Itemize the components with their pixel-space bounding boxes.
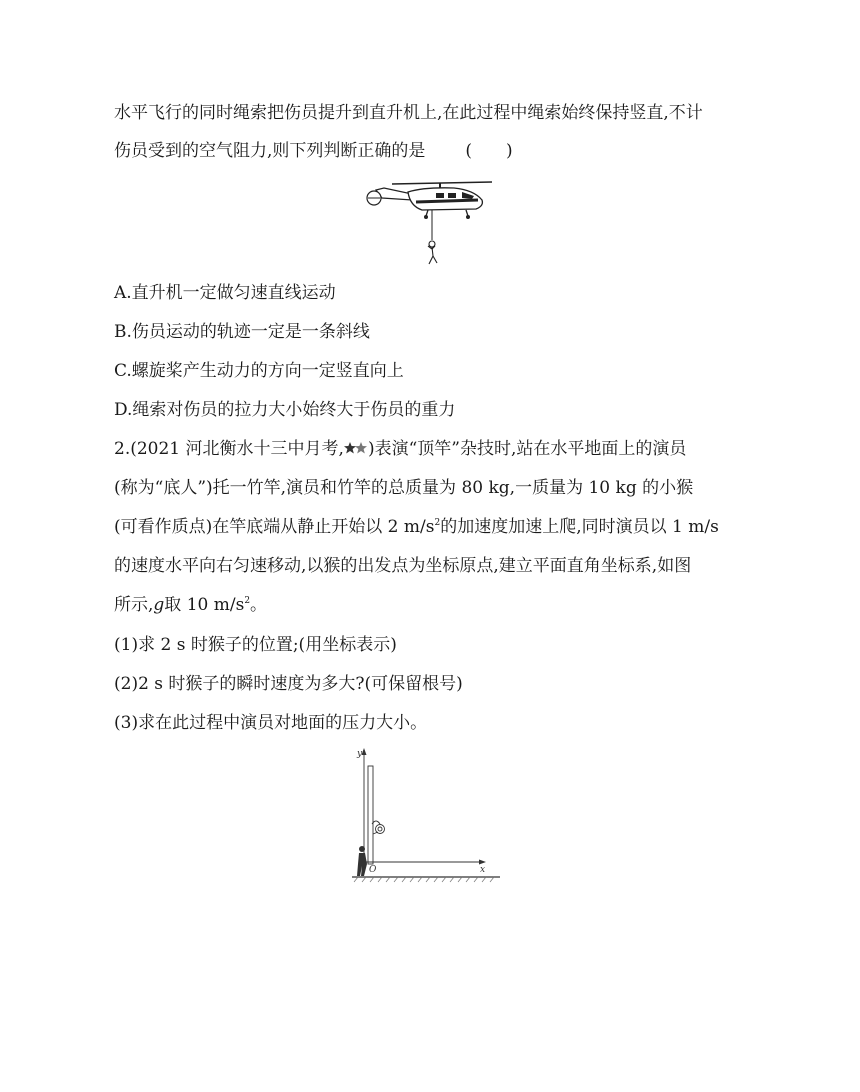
option-b: B.伤员运动的轨迹一定是一条斜线 bbox=[114, 322, 370, 342]
q2-line-2: (称为“底人”)托一竹竿,演员和竹竿的总质量为 80 kg,一质量为 10 kg 的小猴 bbox=[114, 478, 694, 498]
y-axis-label: y bbox=[357, 749, 363, 759]
q2-line-4: 的速度水平向右匀速移动,以猴的出发点为坐标原点,建立平面直角坐标系,如图 bbox=[114, 556, 692, 576]
ground-hatching bbox=[354, 877, 494, 882]
option-a: A.直升机一定做匀速直线运动 bbox=[114, 283, 336, 303]
q1-stem-end: 伤员受到的空气阻力,则下列判断正确的是 bbox=[114, 141, 426, 161]
q2-stem-1: )表演“顶竿”杂技时,站在水平地面上的演员 bbox=[367, 439, 687, 459]
coordinate-figure bbox=[350, 744, 510, 886]
q2-line-5: 所示,g取 10 $m/s^2$。 bbox=[114, 595, 268, 615]
option-d: D.绳索对伤员的拉力大小始终大于伤员的重力 bbox=[114, 400, 456, 420]
q1-line-2 bbox=[114, 140, 513, 162]
x-axis-label: x bbox=[480, 865, 486, 875]
main-rotor-icon bbox=[392, 182, 492, 184]
q2-line-1 bbox=[114, 438, 686, 460]
answer-blank: ( ) bbox=[465, 141, 513, 161]
monkey-icon bbox=[372, 821, 385, 834]
origin-label: O bbox=[369, 865, 377, 875]
helicopter-figure bbox=[362, 176, 494, 266]
option-c: C.螺旋桨产生动力的方向一定竖直向上 bbox=[114, 361, 404, 381]
sub-question-3: (3)求在此过程中演员对地面的压力大小。 bbox=[114, 713, 428, 733]
sub-question-1: (1)求 2 s 时猴子的位置;(用坐标表示) bbox=[114, 635, 397, 655]
performer-icon bbox=[357, 846, 367, 876]
difficulty-star-icon bbox=[344, 441, 368, 455]
sub-question-2: (2)2 s 时猴子的瞬时速度为多大?(可保留根号) bbox=[114, 674, 463, 694]
q2-source: 2.(2021 河北衡水十三中月考, bbox=[114, 439, 344, 459]
q1-line-1: 水平飞行的同时绳索把伤员提升到直升机上,在此过程中绳索始终保持竖直,不计 bbox=[114, 103, 703, 123]
bamboo-pole-icon bbox=[368, 766, 373, 864]
q2-line-3: (可看作质点)在竿底端从静止开始以 2 $m/s^2$的加速度加速上爬,同时演员以 1 m/s bbox=[114, 517, 719, 537]
injured-person-icon bbox=[428, 241, 437, 264]
